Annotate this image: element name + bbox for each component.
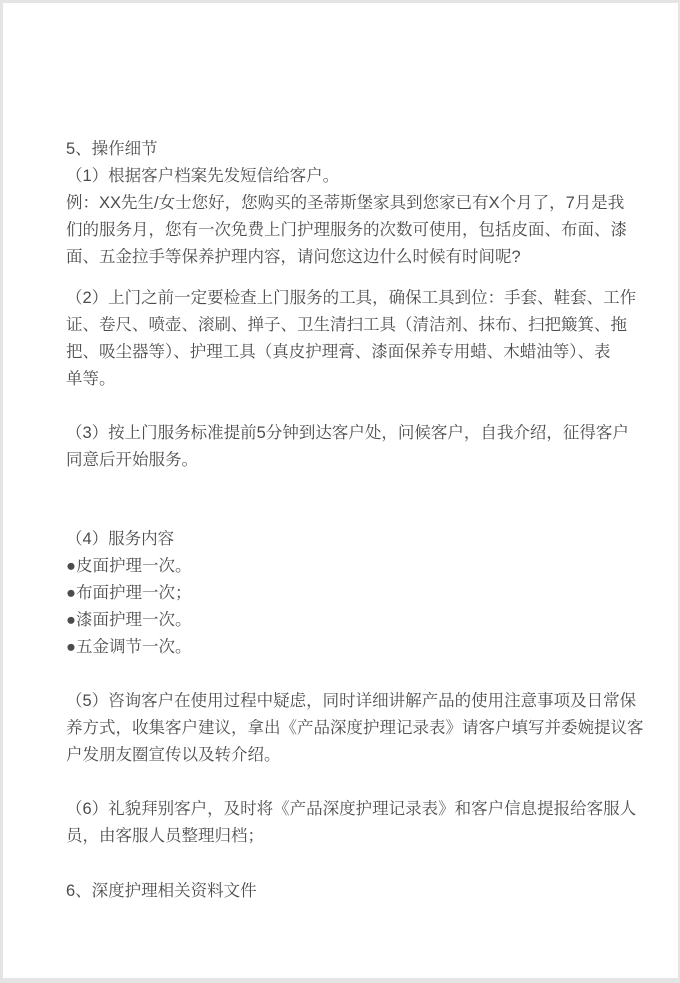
document-body xyxy=(3,3,678,905)
heading-care-documents xyxy=(66,878,623,905)
text-line: 员，由客服人员整理归档； xyxy=(66,827,264,845)
text-line: ●漆面护理一次。 xyxy=(66,611,192,629)
text-line: 把、吸尘器等）、护理工具（真皮护理膏、漆面保养专用蜡、木蜡油等）、表 xyxy=(66,343,611,361)
text-line: 同意后开始服务。 xyxy=(66,451,198,469)
text-line: ●皮面护理一次。 xyxy=(66,557,192,575)
text-line: ●五金调节一次。 xyxy=(66,638,192,656)
text-line: 6、深度护理相关资料文件 xyxy=(66,882,257,900)
text-line: 5、操作细节 xyxy=(66,140,158,158)
para-operation-details-and-sms xyxy=(66,136,627,271)
text-line: 们的服务月，您有一次免费上门护理服务的次数可使用，包括皮面、布面、漆 xyxy=(66,221,627,239)
para-tools-check xyxy=(66,285,637,393)
document-page xyxy=(3,3,678,978)
text-line: 面、五金拉手等保养护理内容，请问您这边什么时候有时间呢? xyxy=(66,248,521,266)
para-arrival-standard xyxy=(66,420,629,474)
text-line: （4）服务内容 xyxy=(66,530,175,548)
text-line: （6）礼貌拜别客户，及时将《产品深度护理记录表》和客户信息提报给客服人 xyxy=(66,800,637,818)
para-farewell-report xyxy=(66,796,637,850)
text-line: 单等。 xyxy=(66,370,116,388)
text-line: 例：XX先生/女士您好，您购买的圣蒂斯堡家具到您家已有X个月了，7月是我 xyxy=(66,194,625,212)
text-line: （3）按上门服务标准提前5分钟到达客户处，问候客户，自我介绍，征得客户 xyxy=(66,424,629,442)
text-line: 养方式，收集客户建议，拿出《产品深度护理记录表》请客户填写并委婉提议客 xyxy=(66,719,644,737)
text-line: （2）上门之前一定要检查上门服务的工具，确保工具到位：手套、鞋套、工作 xyxy=(66,289,637,307)
para-consult-and-record xyxy=(66,688,644,769)
para-service-content xyxy=(66,526,623,661)
text-line: 户发朋友圈宣传以及转介绍。 xyxy=(66,746,281,764)
text-line: （1）根据客户档案先发短信给客户。 xyxy=(66,167,340,185)
text-line: （5）咨询客户在使用过程中疑虑，同时详细讲解产品的使用注意事项及日常保 xyxy=(66,692,637,710)
text-line: 证、卷尺、喷壶、滚刷、掸子、卫生清扫工具（清洁剂、抹布、扫把簸箕、拖 xyxy=(66,316,627,334)
text-line: ●布面护理一次； xyxy=(66,584,192,602)
